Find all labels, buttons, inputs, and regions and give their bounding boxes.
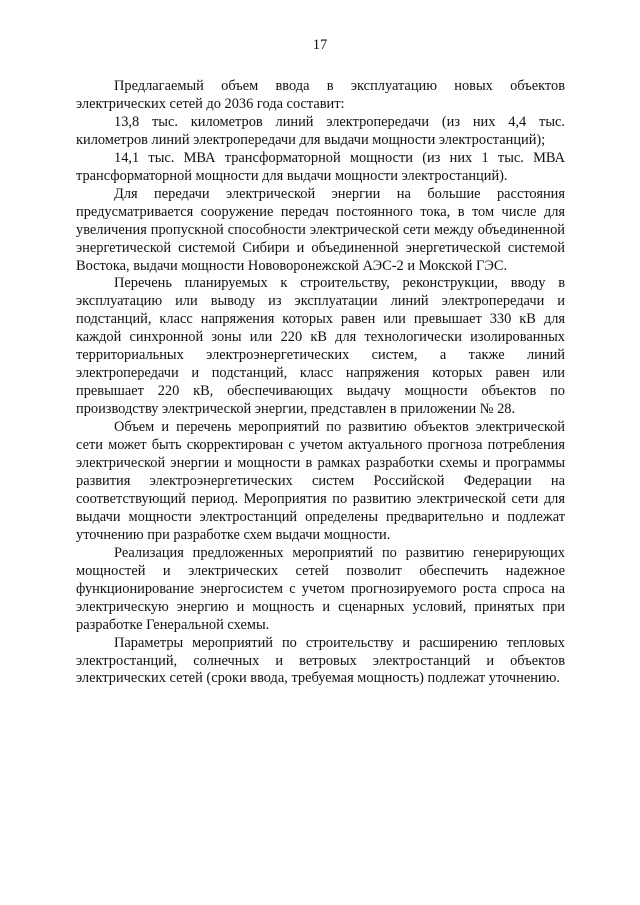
paragraph-plan-adjustment: Объем и перечень мероприятий по развитию объектов электрической сети может быть скорректирован с учетом актуального прогноза потребления электрической энергии и мощности в рамках разработки схемы и программы развития электроэнергетических систем Российской Федерации на соответствующий период. Мероприятия по развитию электрической сети для выдачи мощности электростанций определены предварительно и подлежат уточнению при разработке схем выдачи мощности.	[76, 419, 565, 543]
paragraph-transformer-capacity: 14,1 тыс. МВА трансформаторной мощности (из них 1 тыс. МВА трансформаторной мощности для выдачи мощности электростанций).	[76, 149, 565, 184]
document-body	[76, 78, 565, 688]
paragraph-implementation: Реализация предложенных мероприятий по развитию генерирующих мощностей и электрических сетей позволит обеспечить надежное функционирование энергосистем с учетом прогнозируемого роста спроса на электрическую энергию и мощность и сценарных условий, принятых при разработке Генеральной схемы.	[76, 544, 565, 633]
paragraph-transmission-lines: 13,8 тыс. километров линий электропередачи (из них 4,4 тыс. километров линий электропередачи для выдачи мощности электростанций);	[76, 113, 565, 148]
page-number: 17	[312, 37, 328, 53]
paragraph-parameters: Параметры мероприятий по строительству и расширению тепловых электростанций, солнечных и ветровых электростанций и объектов электрических сетей (сроки ввода, требуемая мощность) подлежат уточнению.	[76, 634, 565, 687]
paragraph-substations-list: Перечень планируемых к строительству, реконструкции, вводу в эксплуатацию или выводу из эксплуатации линий электропередачи и подстанций, класс напряжения которых равен или превышает 330 кВ для каждой синхронной зоны или 220 кВ для технологически изолированных территориальных электроэнергетических систем, а также линий электропередачи и подстанций, класс напряжения которых равен или превышает 220 кВ, обеспечивающих выдачу мощности объектов по производству электрической энергии, представлен в приложении № 28.	[76, 275, 565, 418]
paragraph-commissioning-volume: Предлагаемый объем ввода в эксплуатацию новых объектов электрических сетей до 2036 года составит:	[76, 78, 565, 112]
paragraph-dc-transmission: Для передачи электрической энергии на большие расстояния предусматривается сооружение передач постоянного тока, в том числе для увеличения пропускной способности электрической сети между объединенной энергетической системой Сибири и объединенной энергетической системой Востока, выдачи мощности Нововоронежской АЭС-2 и Мокской ГЭС.	[76, 185, 565, 274]
